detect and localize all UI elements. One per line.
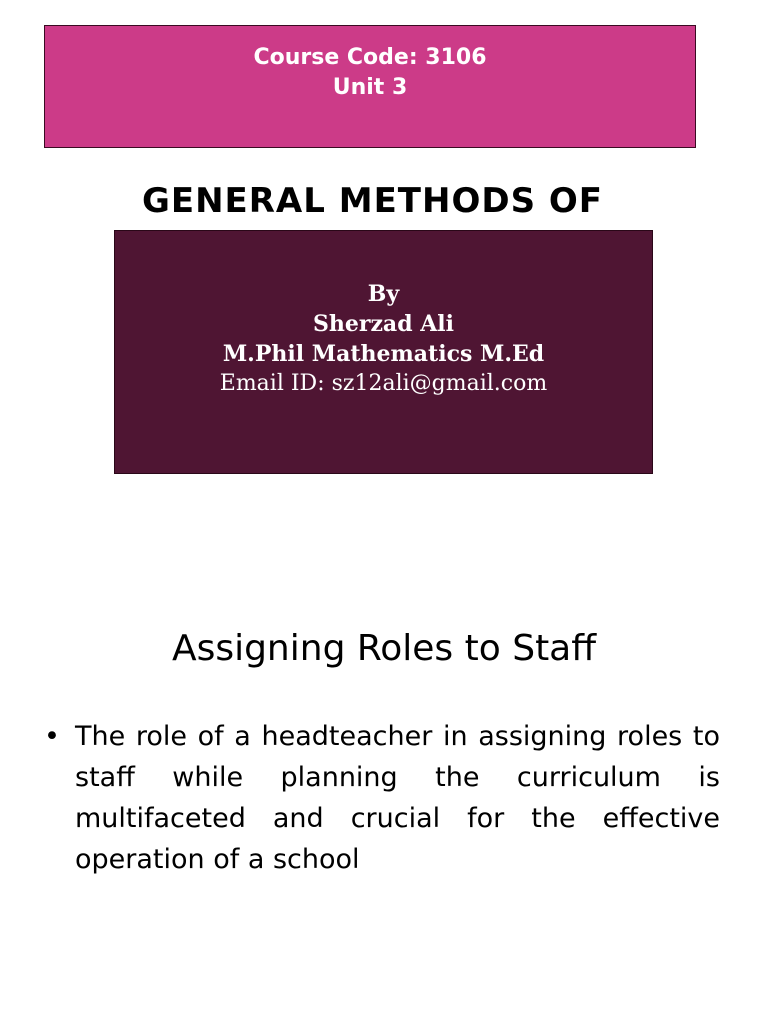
course-code-banner bbox=[44, 25, 696, 148]
bullet-list bbox=[44, 716, 720, 880]
list-item bbox=[44, 716, 720, 880]
author-qualification: M.Phil Mathematics M.Ed bbox=[222, 341, 545, 367]
document-title: GENERAL METHODS OF bbox=[141, 181, 604, 221]
author-by-label: By bbox=[367, 281, 400, 307]
bullet-text: The role of a headteacher in assigning roles to staff while planning the curriculum is multifaceted and crucial for the effective operation of a school bbox=[75, 721, 720, 875]
bullet-icon: • bbox=[44, 721, 60, 752]
author-info-panel bbox=[114, 230, 653, 474]
section-heading: Assigning Roles to Staff bbox=[171, 628, 597, 669]
author-email: Email ID: sz12ali@gmail.com bbox=[219, 371, 548, 396]
course-code-text: Course Code: 3106 bbox=[253, 44, 487, 70]
unit-text: Unit 3 bbox=[332, 74, 408, 100]
author-name: Sherzad Ali bbox=[312, 311, 455, 337]
